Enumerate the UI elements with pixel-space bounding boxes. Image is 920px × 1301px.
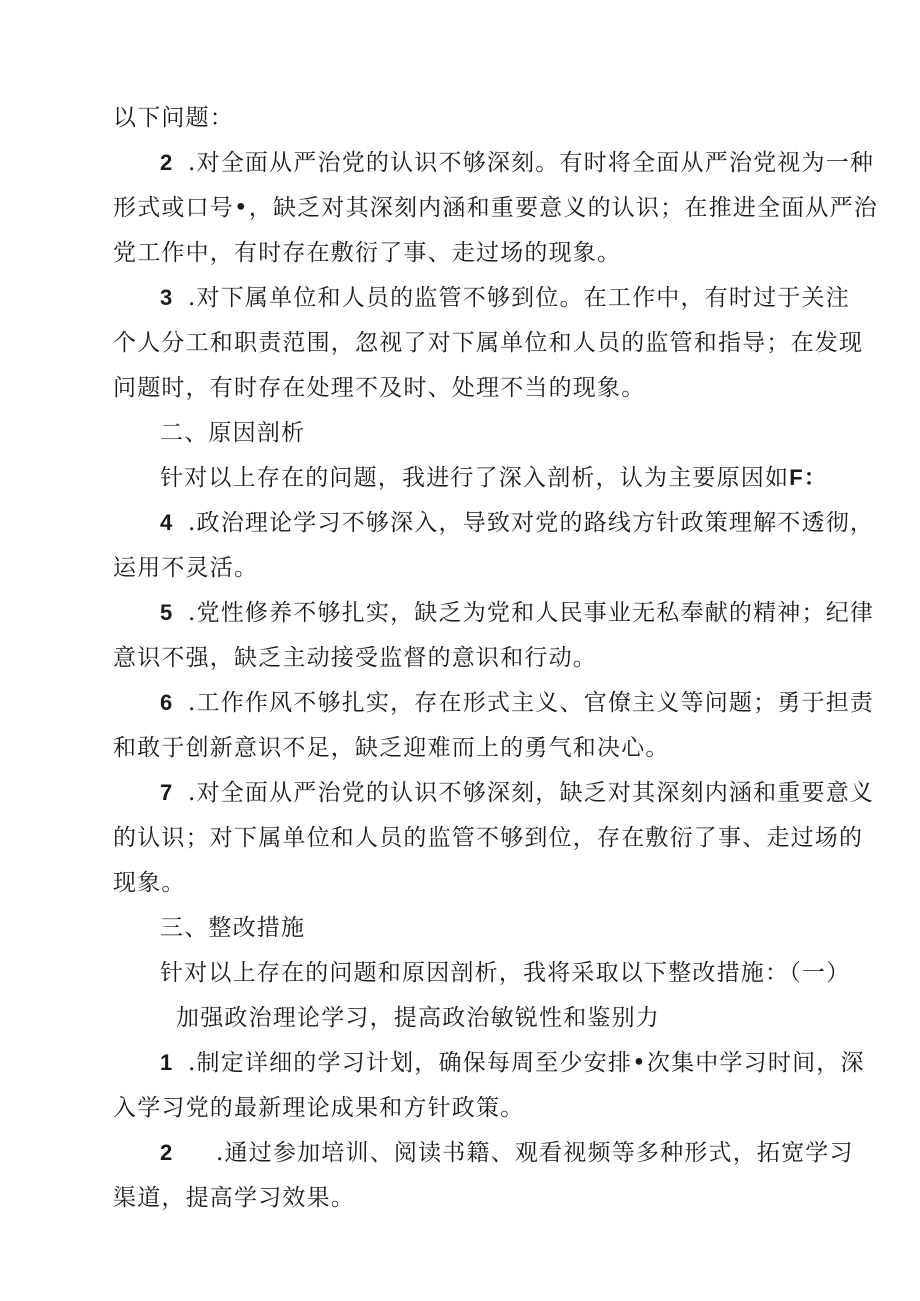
text-line: 意识不强，缺乏主动接受监督的意识和行动。	[113, 645, 597, 671]
text-line: 渠道，提高学习效果。	[113, 1185, 355, 1211]
list-item: 2 .通过参加培训、阅读书籍、观看视频等多种形式，拓宽学习	[160, 1140, 854, 1166]
text-line: 运用不灵活。	[113, 555, 259, 581]
text-line: 针对以上存在的问题和原因剖析，我将采取以下整改措施：（一）	[160, 960, 851, 986]
list-item: 1 .制定详细的学习计划，确保每周至少安排•次集中学习时间，深	[160, 1050, 865, 1076]
section-heading: 三、整改措施	[160, 915, 306, 941]
text-line: 针对以上存在的问题，我进行了深入剖析，认为主要原因如F：	[160, 465, 828, 491]
text-line: 问题时，有时存在处理不及时、处理不当的现象。	[113, 375, 646, 401]
text-line: 和敢于创新意识不足，缺乏迎难而上的勇气和决心。	[113, 735, 670, 761]
list-item: 2 .对全面从严治党的认识不够深刻。有时将全面从严治党视为一种	[160, 150, 875, 176]
section-heading: 二、原因剖析	[160, 420, 306, 446]
text-line: 现象。	[113, 870, 186, 896]
text-line: 个人分工和职责范围，忽视了对下属单位和人员的监管和指导；在发现	[113, 330, 864, 356]
list-item: 4 .政治理论学习不够深入，导致对党的路线方针政策理解不透彻，	[160, 510, 875, 536]
subsection-heading: 加强政治理论学习，提高政治敏锐性和鉴别力	[176, 1005, 660, 1031]
text-line: 的认识；对下属单位和人员的监管不够到位，存在敷衍了事、走过场的	[113, 825, 864, 851]
list-item: 6 .工作作风不够扎实，存在形式主义、官僚主义等问题；勇于担责	[160, 690, 875, 716]
text-line: 以下问题：	[113, 105, 234, 131]
list-item: 5 .党性修养不够扎实，缺乏为党和人民事业无私奉献的精神；纪律	[160, 600, 875, 626]
text-line: 入学习党的最新理论成果和方针政策。	[113, 1095, 525, 1121]
list-item: 3 .对下属单位和人员的监管不够到位。在工作中，有时过于关注	[160, 285, 850, 311]
text-line: 形式或口号•，缺乏对其深刻内涵和重要意义的认识；在推进全面从严治	[113, 195, 878, 221]
list-item: 7 .对全面从严治党的认识不够深刻，缺乏对其深刻内涵和重要意义	[160, 780, 875, 806]
text-line: 党工作中，有时存在敷衍了事、走过场的现象。	[113, 240, 622, 266]
